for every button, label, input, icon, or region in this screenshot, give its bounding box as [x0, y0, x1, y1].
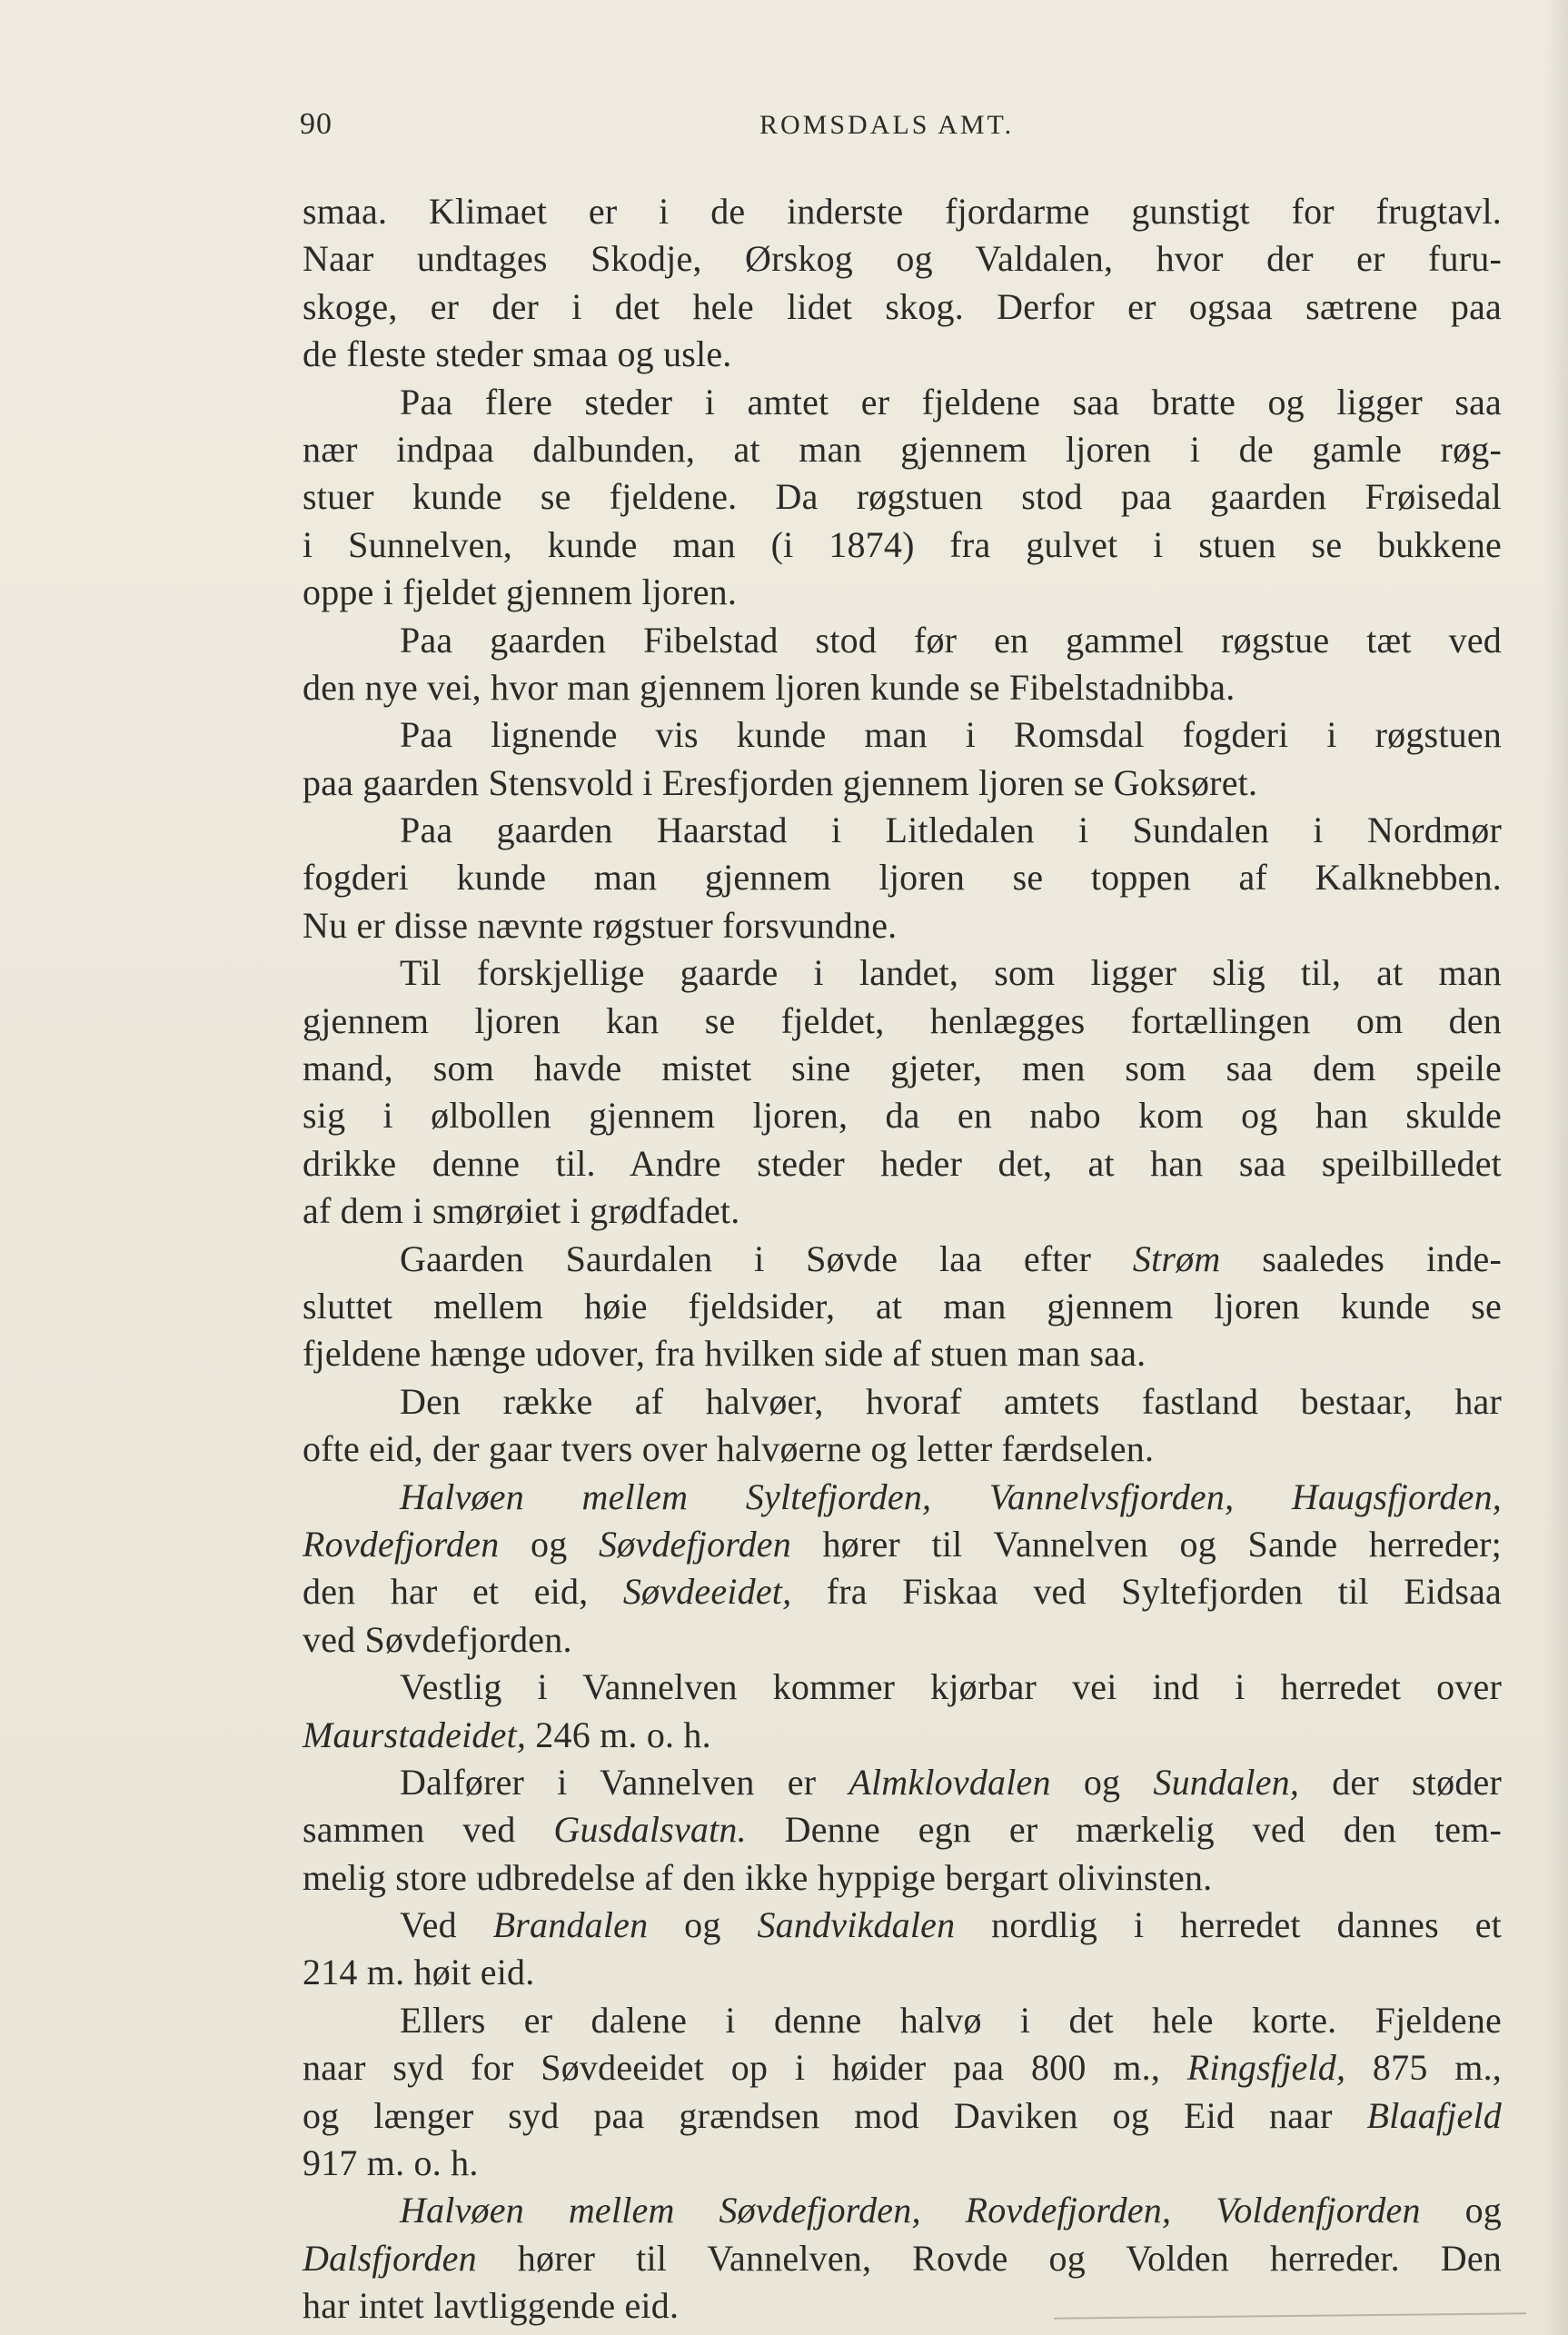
- line-text: 917 m. o. h.: [303, 2142, 479, 2184]
- line-text: af dem i smørøiet i grødfadet.: [303, 1190, 740, 1232]
- italic-place-name: Halvøen mellem Syltefjorden, Vannelvsfjorden, Haugsfjorden,: [400, 1476, 1502, 1517]
- line-text: 875 m.,: [1345, 2047, 1502, 2089]
- text-line: [303, 2044, 1502, 2092]
- line-text: og: [499, 1523, 599, 1565]
- line-text: Ved: [400, 1904, 493, 1946]
- line-text: ved Søvdefjorden.: [303, 1618, 572, 1660]
- text-line: [303, 854, 1502, 901]
- text-line: [303, 760, 1502, 807]
- line-text: Paa gaarden Haarstad i Litledalen i Sundalen i Nordmør: [400, 810, 1502, 851]
- italic-place-name: Maurstadeidet,: [303, 1714, 527, 1755]
- italic-place-name: Søvdeeidet,: [622, 1571, 792, 1613]
- text-line: [303, 188, 1502, 235]
- line-text: nordlig i herredet dannes et: [955, 1904, 1502, 1946]
- text-line: [303, 426, 1502, 473]
- text-line: [303, 2092, 1502, 2140]
- line-text: og længer syd paa grændsen mod Daviken og Eid naar: [303, 2094, 1367, 2136]
- line-text: i Sunnelven, kunde man (i 1874) fra gulvet i stuen se bukkene: [303, 523, 1502, 565]
- text-line: [303, 711, 1502, 759]
- text-line: [303, 1616, 1502, 1664]
- line-text: stuer kunde se fjeldene. Da røgstuen stod paa gaarden Frøisedal: [303, 476, 1502, 518]
- line-text: fra Fiskaa ved Syltefjorden til Eidsaa: [791, 1571, 1502, 1613]
- text-line: [303, 617, 1502, 664]
- text-line: [303, 1806, 1502, 1853]
- line-text: melig store udbredelse af den ikke hyppige bergart olivinsten.: [303, 1856, 1213, 1898]
- line-text: skoge, er der i det hele lidet skog. Derfor er ogsaa sætrene paa: [303, 285, 1502, 327]
- text-line: [303, 949, 1502, 997]
- italic-place-name: Brandalen: [492, 1904, 649, 1946]
- page-number: 90: [300, 107, 332, 141]
- line-text: hører til Vannelven, Rovde og Volden herreder. Den: [476, 2237, 1502, 2279]
- line-text: mand, som havde mistet sine gjeter, men som saa dem speile: [303, 1048, 1502, 1089]
- line-text: og: [648, 1904, 758, 1946]
- text-line: [303, 1426, 1502, 1473]
- line-text: den har et eid,: [303, 1571, 623, 1613]
- line-text: Ellers er dalene i denne halvø i det hele korte. Fjeldene: [400, 1999, 1502, 2041]
- text-line: [303, 1521, 1502, 1568]
- line-text: og: [1420, 2190, 1502, 2231]
- text-line: [303, 1712, 1502, 1759]
- text-line: [303, 569, 1502, 616]
- running-header: [300, 107, 1499, 153]
- running-title: ROMSDALS AMT.: [759, 110, 1015, 140]
- text-line: [303, 1997, 1502, 2044]
- text-line: [303, 1283, 1502, 1330]
- page-edge-shadow: [1544, 0, 1568, 2335]
- text-line: [303, 473, 1502, 521]
- line-text: Den række af halvøer, hvoraf amtets fastland bestaar, har: [400, 1380, 1502, 1422]
- line-text: Til forskjellige gaarde i landet, som ligger slig til, at man: [400, 952, 1502, 994]
- line-text: ofte eid, der gaar tvers over halvøerne og letter færdselen.: [303, 1428, 1155, 1470]
- italic-place-name: Sandvikdalen: [757, 1904, 956, 1946]
- text-line: [303, 379, 1502, 426]
- italic-place-name: Blaafjeld: [1366, 2094, 1502, 2136]
- text-line: [303, 998, 1502, 1045]
- text-line: [303, 902, 1502, 949]
- text-line: [303, 283, 1502, 331]
- line-text: Nu er disse nævnte røgstuer forsvundne.: [303, 904, 898, 946]
- line-text: de fleste steder smaa og usle.: [303, 333, 732, 375]
- italic-place-name: Gusdalsvatn.: [553, 1809, 747, 1851]
- line-text: Paa gaarden Fibelstad stod før en gammel røgstue tæt ved: [400, 619, 1502, 661]
- line-text: 246 m. o. h.: [526, 1714, 711, 1755]
- line-text: smaa. Klimaet er i de inderste fjordarme gunstigt for frugtavl.: [303, 191, 1502, 232]
- text-line: [303, 2140, 1502, 2187]
- line-text: Vestlig i Vannelven kommer kjørbar vei ind i herredet over: [400, 1666, 1502, 1708]
- line-text: fjeldene hænge udover, fra hvilken side af stuen man saa.: [303, 1333, 1146, 1375]
- line-text: paa gaarden Stensvold i Eresfjorden gjennem ljoren se Goksøret.: [303, 761, 1258, 803]
- text-line: [303, 1902, 1502, 1949]
- line-text: har intet lavtliggende eid.: [303, 2285, 680, 2327]
- line-text: og: [1050, 1761, 1154, 1803]
- body-text: [303, 188, 1502, 2330]
- line-text: sig i ølbollen gjennem ljoren, da en nabo kom og han skulde: [303, 1095, 1502, 1137]
- line-text: der støder: [1299, 1761, 1502, 1803]
- text-line: [303, 2235, 1502, 2282]
- line-text: Paa flere steder i amtet er fjeldene saa bratte og ligger saa: [400, 381, 1502, 422]
- text-line: [303, 1474, 1502, 1521]
- text-line: [303, 1140, 1502, 1187]
- line-text: sluttet mellem høie fjeldsider, at man gjennem ljoren kunde se: [303, 1285, 1502, 1326]
- text-line: [303, 1568, 1502, 1615]
- line-text: saaledes inde-: [1220, 1237, 1503, 1279]
- text-line: [303, 1045, 1502, 1092]
- text-line: [303, 331, 1502, 378]
- text-line: [303, 1092, 1502, 1139]
- italic-place-name: Rovdefjorden: [303, 1523, 500, 1565]
- line-text: Gaarden Saurdalen i Søvde laa efter: [400, 1237, 1133, 1279]
- line-text: Naar undtages Skodje, Ørskog og Valdalen, hvor der er furu-: [303, 238, 1502, 280]
- italic-place-name: Strøm: [1132, 1237, 1221, 1279]
- text-line: [303, 2187, 1502, 2234]
- line-text: Denne egn er mærkelig ved den tem-: [746, 1809, 1502, 1851]
- line-text: gjennem ljoren kan se fjeldet, henlægges fortællingen om den: [303, 999, 1502, 1041]
- line-text: Paa lignende vis kunde man i Romsdal fogderi i røgstuen: [400, 714, 1502, 756]
- text-line: [303, 2282, 1502, 2330]
- italic-place-name: Ringsfjeld,: [1186, 2047, 1346, 2089]
- text-line: [303, 1378, 1502, 1426]
- line-text: oppe i fjeldet gjennem ljoren.: [303, 571, 738, 613]
- italic-place-name: Almklovdalen: [849, 1761, 1051, 1803]
- text-line: [303, 1949, 1502, 1996]
- text-line: [303, 664, 1502, 711]
- text-line: [303, 1664, 1502, 1711]
- text-line: [303, 1187, 1502, 1235]
- line-text: naar syd for Søvdeeidet op i høider paa 800 m.,: [303, 2047, 1187, 2089]
- text-line: [303, 522, 1502, 569]
- text-line: [303, 807, 1502, 854]
- text-line: [303, 235, 1502, 283]
- text-line: [303, 1854, 1502, 1902]
- line-text: hører til Vannelven og Sande herreder;: [790, 1523, 1502, 1565]
- line-text: sammen ved: [303, 1809, 554, 1851]
- italic-place-name: Søvdefjorden: [598, 1523, 791, 1565]
- line-text: Dalfører i Vannelven er: [400, 1761, 849, 1803]
- line-text: drikke denne til. Andre steder heder det, at han saa speilbilledet: [303, 1142, 1502, 1184]
- text-line: [303, 1236, 1502, 1283]
- line-text: nær indpaa dalbunden, at man gjennem ljoren i de gamle røg-: [303, 428, 1502, 470]
- italic-place-name: Halvøen mellem Søvdefjorden, Rovdefjorden, Voldenfjorden: [400, 2190, 1421, 2231]
- line-text: fogderi kunde man gjennem ljoren se toppen af Kalknebben.: [303, 857, 1502, 899]
- text-line: [303, 1759, 1502, 1806]
- line-text: den nye vei, hvor man gjennem ljoren kunde se Fibelstadnibba.: [303, 666, 1236, 708]
- italic-place-name: Dalsfjorden: [303, 2237, 477, 2279]
- line-text: 214 m. høit eid.: [303, 1952, 535, 1993]
- text-line: [303, 1330, 1502, 1377]
- italic-place-name: Sundalen,: [1153, 1761, 1300, 1803]
